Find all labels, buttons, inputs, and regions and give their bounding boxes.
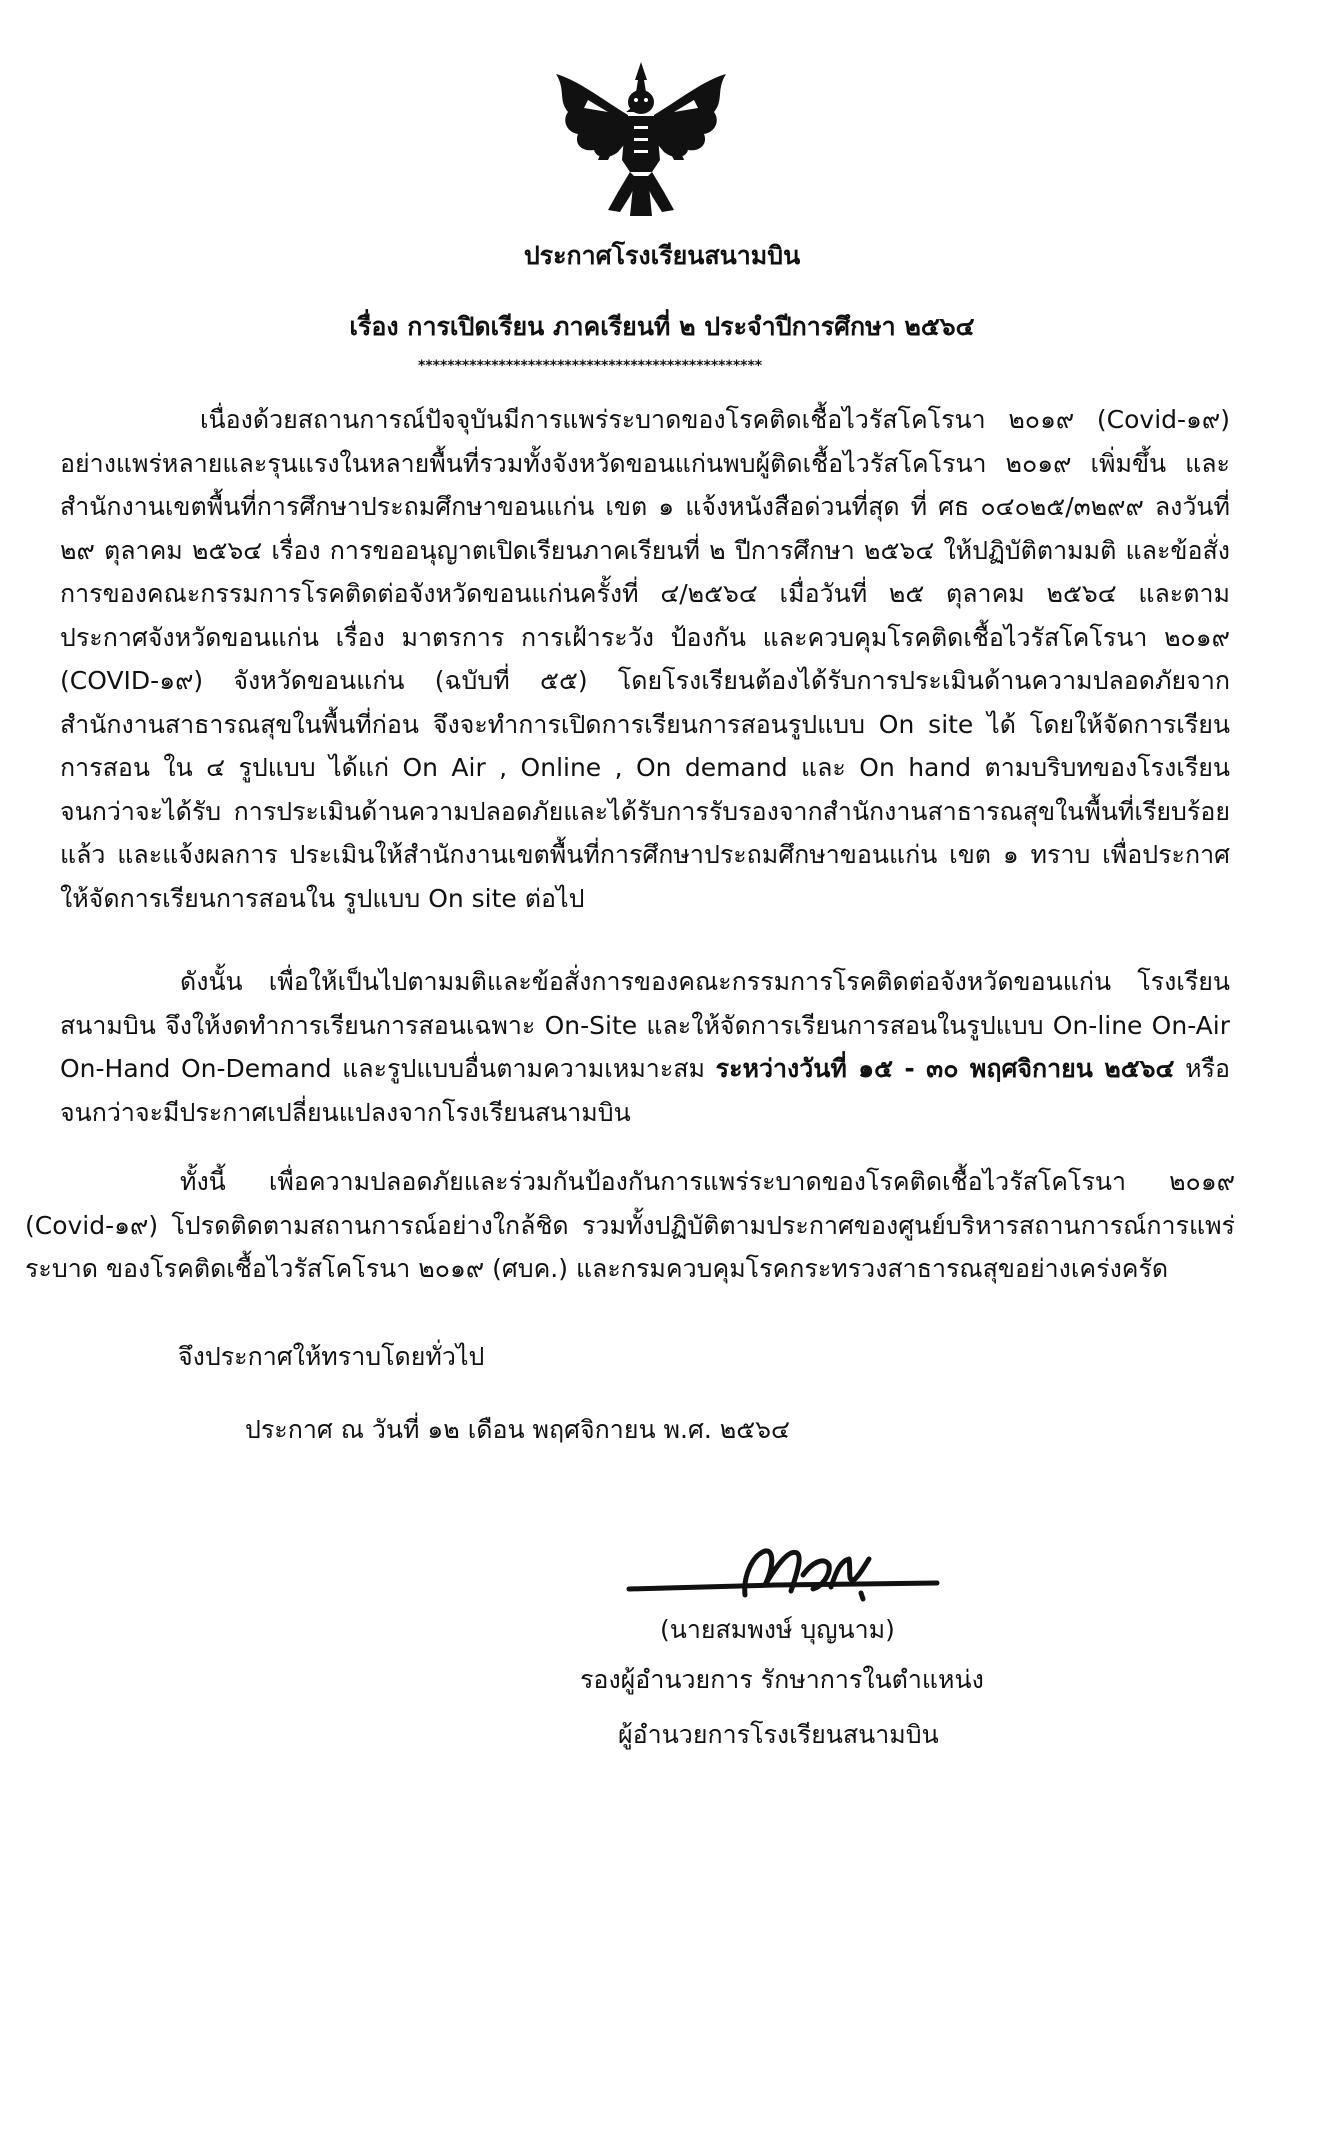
paragraph-2-emphasis: ระหว่างวันที่ ๑๕ - ๓๐ พฤศจิกายน ๒๕๖๔: [715, 1054, 1175, 1083]
signatory-position-1: รองผู้อำนวยการ รักษาการในตำแหน่ง: [580, 1665, 984, 1694]
paragraph-2-text: ดังนั้น เพื่อให้เป็นไปตามมติและข้อสั่งการของคณะกรรมการโรคติดต่อจังหวัดขอนแก่น โรงเรียน สนามบิน จึงให้งดทำการเรียนการสอนเฉพาะ On-Site และให้จัดการเรียนการสอนในรูปแบบ On-line On-Air On-Hand On-Demand และรูปแบบอื่นตามความเหมาะสม: [60, 967, 1230, 1083]
handwritten-signature: [625, 1535, 940, 1615]
paragraph-2-text-end: หรือ จนกว่าจะมีประกาศเปลี่ยนแปลงจากโรงเรียนสนามบิน: [60, 1054, 1231, 1127]
announcement-date: ประกาศ ณ วันที่ ๑๒ เดือน พฤศจิกายน พ.ศ. ๒๕๖๔: [245, 1415, 790, 1444]
signatory-position-2: ผู้อำนวยการโรงเรียนสนามบิน: [618, 1720, 939, 1749]
document-title: ประกาศโรงเรียนสนามบิน: [523, 241, 801, 270]
closing-announcement: จึงประกาศให้ทราบโดยทั่วไป: [178, 1342, 485, 1371]
body-paragraph-1: เนื่องด้วยสถานการณ์ปัจจุบันมีการแพร่ระบาดของโรคติดเชื้อไวรัสโคโรนา ๒๐๑๙ (Covid-๑๙) อย่างแพร่หลายและรุนแรงในหลายพื้นที่รวมทั้งจังหวัดขอนแก่นพบผู้ติดเชื้อไวรัสโคโรนา ๒๐๑๙ เพิ่มขึ้น และสำนักงานเขตพื้นที่การศึกษาประถมศึกษาขอนแก่น เขต ๑ แจ้งหนังสือด่วนที่สุด ที่ ศธ ๐๔๐๒๕/๓๒๙๙ ลงวันที่ ๒๙ ตุลาคม ๒๕๖๔ เรื่อง การขออนุญาตเปิดเรียนภาคเรียนที่ ๒ ปีการศึกษา ๒๕๖๔ ให้ปฏิบัติตามมติ และข้อสั่งการของคณะกรรมการโรคติดต่อจังหวัดขอนแก่นครั้งที่ ๔/๒๕๖๔ เมื่อวันที่ ๒๕ ตุลาคม ๒๕๖๔ และตามประกาศจังหวัดขอนแก่น เรื่อง มาตรการ การเฝ้าระวัง ป้องกัน และควบคุมโรคติดเชื้อไวรัสโคโรนา ๒๐๑๙ (COVID-๑๙) จังหวัดขอนแก่น (ฉบับที่ ๕๕) โดยโรงเรียนต้องได้รับการประเมินด้านความปลอดภัยจาก สำนักงานสาธารณสุขในพื้นที่ก่อน จึงจะทำการเปิดการเรียนการสอนรูปแบบ On site ได้ โดยให้จัดการเรียนการสอน ใน ๔ รูปแบบ ได้แก่ On Air , Online , On demand และ On hand ตามบริบทของโรงเรียน จนกว่าจะได้รับ การประเมินด้านความปลอดภัยและได้รับการรับรองจากสำนักงานสาธารณสุขในพื้นที่เรียบร้อยแล้ว และแจ้งผลการ ประเมินให้สำนักงานเขตพื้นที่การศึกษาประถมศึกษาขอนแก่น เขต ๑ ทราบ เพื่อประกาศให้จัดการเรียนการสอนใน รูปแบบ On site ต่อไป: [60, 405, 1230, 913]
signatory-name: (นายสมพงษ์ บุญนาม): [660, 1615, 895, 1644]
body-paragraph-2: [60, 960, 1230, 1134]
garuda-emblem-icon: [548, 60, 734, 220]
separator-line: ***********************************************: [418, 358, 763, 374]
body-paragraph-3: ทั้งนี้ เพื่อความปลอดภัยและร่วมกันป้องกันการแพร่ระบาดของโรคติดเชื้อไวรัสโคโรนา ๒๐๑๙ (Covid-๑๙) โปรดติดตามสถานการณ์อย่างใกล้ชิด รวมทั้งปฏิบัติตามประกาศของศูนย์บริหารสถานการณ์การแพร่ระบาด ของโรคติดเชื้อไวรัสโคโรนา ๒๐๑๙ (ศบค.) และกรมควบคุมโรคกระทรวงสาธารณสุขอย่างเคร่งครัด: [25, 1167, 1235, 1283]
document-subject: เรื่อง การเปิดเรียน ภาคเรียนที่ ๒ ประจำปีการศึกษา ๒๕๖๔: [349, 312, 975, 341]
